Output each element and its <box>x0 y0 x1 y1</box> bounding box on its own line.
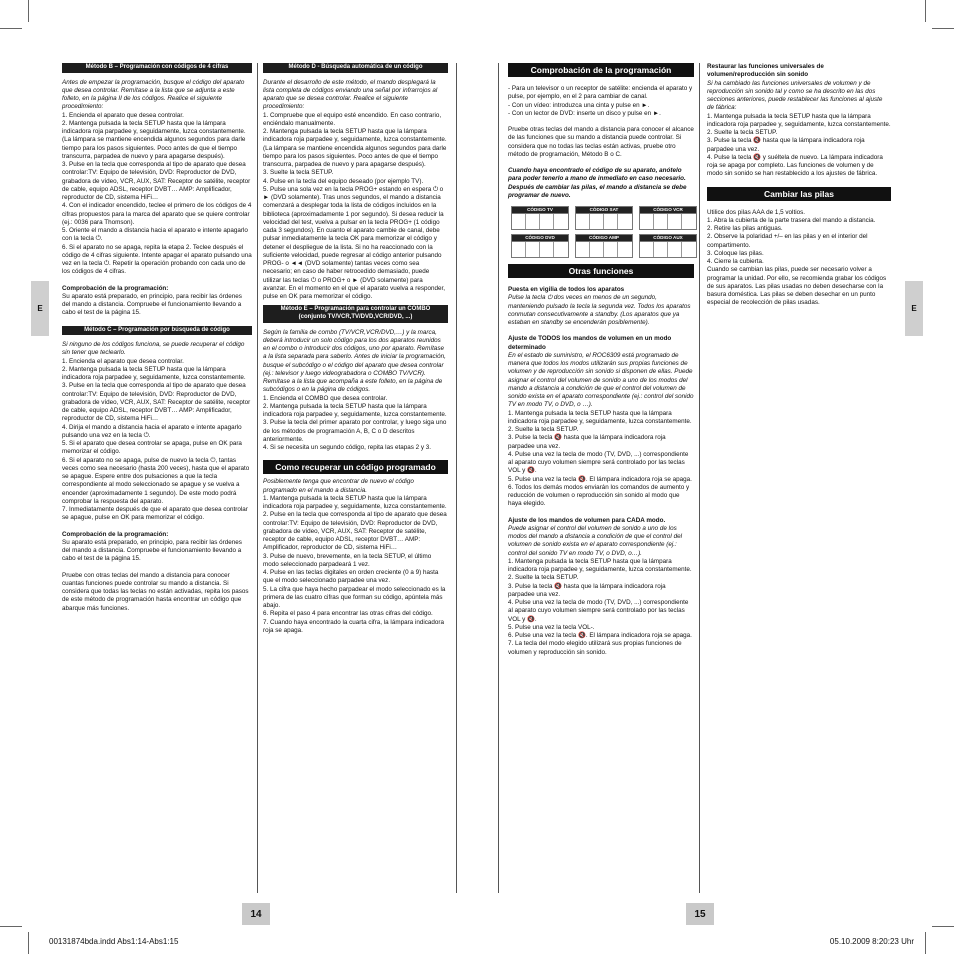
step: 5. Pulse una sola vez en la tecla PROG+ estando en espera ⏻ o ► (DVD solamente). Tras unos segundos, el mando a distancia comenzará a desplegar toda la lista de códigos incluidos en la biblioteca (aproximadamente 1 por segundo). Si desea reducir la velocidad del test, vuelva a pulsar en la tecla PROG+ (1 código cada 3 segundos). En cuanto el aparato cambie de canal, debe pulsar inmediatamente la tecla OK para memorizar el código y detener el despliegue de la lista. Si no ha reaccionado con la suficiente velocidad, puede regresar al código anterior pulsando PROG- o ◄◄ (DVD solamente) tantas veces como sea necesario; en caso de haber retrocedido demasiado, puede utilizar las teclas ⏻ o PROG+ o ► (DVD solamente) para avanzar. En el momento en el que el aparato vuelva a responder, pulse en OK para memorizar el código. <box>263 185 446 301</box>
warning-text: Cuando haya encontrado el código de su aparato, anótelo para poder tenerlo a mano de inmediato en caso necesario. Después de cambiar las pilas, el mando a distancia se debe programar de nuevo. <box>508 167 687 199</box>
list-item: - Con un vídeo: introduzca una cinta y pulse en ►. <box>508 101 650 109</box>
paragraph: Antes de empezar la programación, busque el código del aparato que desea controlar. Remítase a la lista que se adjunta a este folleto, en la página II de los códigos. Realice el siguiente procedimiento: <box>62 78 245 111</box>
section-heading-otras-funciones: Otras funciones <box>508 264 694 278</box>
paragraph: Si ha cambiado las funciones universales de volumen y de reproducción sin sonido tal y como se ha descrito en las dos secciones anteriores, puede restablecer las funciones al ajuste de fábrica: <box>707 79 883 112</box>
crop-mark <box>0 28 22 29</box>
paragraph: Puede asignar el control del volumen de sonido a uno de los modos del mando a distancia a condición de que el control del volumen de sonido exista en el aparato correspondiente (ej.: control del sonido TV en modo TV, o DVD, o…). <box>508 524 682 557</box>
language-tab-right <box>905 281 923 336</box>
page-number-left <box>242 903 270 925</box>
step: 6. Si el aparato no se apaga, pulse de nuevo la tecla ⏻, tantas veces como sea necesario (hasta 200 veces), hasta que el aparato se apague. Espere entre dos pulsaciones a que la tecla correspondiente al modo seleccionado se apague y se vuelva a encender (aproximadamente 1 segundo). De este modo podrá comprobar la respuesta del aparato. <box>62 456 250 505</box>
list-item: - Con un lector de DVD: inserte un disco y pulse en ►. <box>508 109 661 117</box>
section-heading-metodo-c: Método C – Programación por búsqueda de código <box>62 326 252 336</box>
subheading: Ajuste de TODOS los mandos de volumen en un modo determinado <box>508 335 672 351</box>
step: 2. Retire las pilas antiguas. <box>707 225 783 232</box>
step: 5. La cifra que haya hecho parpadear el modo seleccionado es la primera de las cuatro cifras que forman su código, apúntela más abajo. <box>263 585 446 610</box>
step: 2. Pulse en la tecla que corresponda al tipo de aparato que desea controlar:TV: Equipo de televisión, DVD: Reproductor de DVD, grabadora de vídeo, VCR, AUX, SAT: Receptor de satélite, receptor de cable, equipo ADSL, receptor DVBT… AMP: Amplificador, reproductor de CD, sistema HiFi… <box>263 511 447 552</box>
subheading: Comprobación de la programación: <box>62 284 169 292</box>
tab-label: E <box>37 304 43 313</box>
paragraph: Cuando se cambian las pilas, puede ser necesario volver a programar la unidad. Por ello, se recomienda grabar los códigos de sus aparatos. Las pilas usadas no deben desecharse con la basura doméstica. Las pilas se deben desechar en un punto especial de recolección de pilas usadas. <box>707 266 887 307</box>
code-box-label: CÓDIGO TV <box>512 207 568 213</box>
step: 2. Mantenga pulsada la tecla SETUP hasta que la lámpara indicadora roja parpadee y, seguidamente, luzca constantemente. <box>62 365 246 382</box>
paragraph: Posiblemente tenga que encontrar de nuevo el código programado en el mando a distancia. <box>263 478 414 494</box>
step: 2. Suelte la tecla SETUP. <box>508 426 579 433</box>
step: 2. Mantenga pulsada la tecla SETUP hasta que la lámpara indicadora roja parpadee y, seguidamente, luzca constantemente. (La lámpara se mantiene encendida algunos segundos para darle tiempo para los pasos siguientes. Poco antes de que el tiempo transcurra, parpadea de nuevo y para apagarse después). <box>62 119 246 160</box>
code-box-vcr <box>639 206 697 230</box>
paragraph: Su aparato está preparado, en principio, para recibir las órdenes del mando a distancia. Compruebe el funcionamiento llevando a cabo el test de la página 15. <box>62 292 242 317</box>
paragraph: Su aparato está preparado, en principio, para recibir las órdenes del mando a distancia. Compruebe el funcionamiento llevando a cabo el test de la página 15. <box>62 538 242 563</box>
subheading: Ajuste de los mandos de volumen para CADA modo. <box>508 516 666 524</box>
step: 5. Pulse una vez la tecla 🔇. El lámpara indicadora roja se apaga. <box>508 475 692 483</box>
step: 5. Si el aparato que desea controlar se apaga, pulse en OK para memorizar el código. <box>62 440 242 456</box>
paragraph: Pulse la tecla ⏻ dos veces en menos de un segundo, manteniendo pulsado la tecla la segunda vez. Todos los aparatos conmutan consecutivamente a standby. (Los aparatos que ya estaban en standby se encenderán posiblemente). <box>508 294 691 326</box>
paragraph: En el estado de suministro, el ROC6309 está programado de manera que todos los modos utilizarán sus propias funciones de volumen y de reproducción sin sonido si disponen de ellas. Puede asignar el control del volumen de sonido a uno de los modos del mando a distancia a condición de que el control del volumen de sonido exista en el aparato correspondiente (ej.: control del sonido TV en modo TV, o DVD, o …). <box>508 351 694 409</box>
section-heading-metodo-b: Método B – Programación con códigos de 4 cifras <box>62 63 252 73</box>
section-heading-comprobacion: Comprobación de la programación <box>508 63 694 77</box>
code-box-amp <box>575 234 633 258</box>
step: 7. La tecla del modo elegido utilizará sus propias funciones de volumen y reproducción sin sonido. <box>508 640 682 656</box>
tab-label: E <box>911 304 917 313</box>
step: 5. Oriente el mando a distancia hacia el aparato e intente apagarlo con la tecla ⏻. <box>62 227 248 243</box>
step: 6. Pulse una vez la tecla 🔇. El lámpara indicadora roja se apaga. <box>508 632 692 639</box>
step: 1. Encienda el aparato que desea controlar. <box>62 111 184 119</box>
paragraph: Pruebe otras teclas del mando a distancia para conocer el alcance de las funciones que su mando a distancia puede controlar. Si considera que no todas las teclas están activas, pruebe otro método de programación, Método B o C. <box>508 126 694 158</box>
column-1 <box>62 63 252 613</box>
page-number-text: 14 <box>250 908 262 920</box>
section-heading-recuperar: Como recuperar un código programado <box>263 460 448 474</box>
step: 3. Pulse en la tecla que corresponda al tipo de aparato que desea controlar:TV: Equipo de televisión, DVD: Reproductor de DVD, grabadora de vídeo, VCR, AUX, SAT: Receptor de satélite, receptor de cable, equipo ADSL, receptor DVBT… AMP: Amplificador, reproductor de CD, sistema HiFi… <box>62 161 251 202</box>
page-number-text: 15 <box>694 908 706 920</box>
section-heading-metodo-e: Método E – Programación para controlar un COMBO (conjunto TV/VCR,TV/DVD,VCR/DVD, ...) <box>263 305 448 322</box>
footer-date: 05.10.2009 8:20:23 Uhr <box>829 937 914 946</box>
crop-mark <box>28 932 29 954</box>
code-boxes <box>511 206 694 258</box>
step: 3. Pulse en la tecla que corresponda al tipo de aparato que desea controlar:TV: Equipo de televisión, DVD: Reproductor de DVD, grabadora de vídeo, VCR, AUX, SAT: Receptor de satélite, receptor de cable, equipo ADSL, receptor DVBT… AMP: Amplificador, reproductor de CD, sistema HiFi… <box>62 382 251 423</box>
code-box-tv <box>511 206 569 230</box>
step: 1. Mantenga pulsada la tecla SETUP hasta que la lámpara indicadora roja parpadee y, seguidamente, luzca constantemente. <box>263 494 447 511</box>
step: 2. Suelte la tecla SETUP. <box>707 129 778 136</box>
column-2 <box>263 63 448 635</box>
step: 4. Si se necesita un segundo código, repita las etapas 2 y 3. <box>263 444 432 452</box>
code-box-label: CÓDIGO AUX <box>640 235 696 241</box>
step: 3. Coloque las pilas. <box>707 249 764 257</box>
step: 1. Mantenga pulsada la tecla SETUP hasta que la lámpara indicadora roja parpadee y, seguidamente, luzca constantemente. <box>707 112 891 128</box>
step: 2. Mantenga pulsada la tecla SETUP hasta que la lámpara indicadora roja parpadee y, seguidamente, luzca constantemente. (La lámpara se mantiene encendida algunos segundos para darle tiempo para los pasos siguientes. Poco antes de que el tiempo transcurra, parpadea de nuevo y para apagarse después). <box>263 128 447 169</box>
paragraph: Utilice dos pilas AAA de 1,5 voltios. <box>707 208 806 216</box>
subheading: Puesta en vigilia de todos los aparatos <box>508 286 625 293</box>
step: 3. Pulse la tecla 🔇 hasta que la lámpara indicadora roja parpadee una vez. <box>508 582 666 598</box>
step: 2. Mantenga pulsada la tecla SETUP hasta que la lámpara indicadora roja parpadee y, seguidamente, luzca constantemente. <box>263 402 447 419</box>
column-divider <box>456 63 457 893</box>
paragraph: Si ninguno de los códigos funciona, se puede recuperar el código sin tener que teclearlo. <box>62 341 245 357</box>
step: 4. Pulse en las teclas digitales en orden creciente (0 a 9) hasta que el modo seleccionado parpadee una vez. <box>263 569 439 585</box>
step: 1. Mantenga pulsada la tecla SETUP hasta que la lámpara indicadora roja parpadee y, seguidamente, luzca constantemente. <box>508 409 692 425</box>
step: 4. Pulse una vez la tecla de modo (TV, DVD, ...) correspondiente al aparato cuyo volumen siempre será controlado por las teclas VOL y 🔇. <box>508 450 689 475</box>
column-divider <box>257 63 258 893</box>
step: 4. Pulse en la tecla del equipo deseado (por ejemplo TV). <box>263 177 424 185</box>
crop-mark <box>0 926 22 927</box>
page-number-right <box>686 903 714 925</box>
step: 3. Pulse de nuevo, brevemente, en la tecla SETUP, el último modo seleccionado parpadeará 1 vez. <box>263 552 432 568</box>
footer-file: 00131874bda.indd Abs1:14-Abs1:15 <box>49 937 179 946</box>
code-box-label: CÓDIGO DVD <box>512 235 568 241</box>
crop-mark <box>925 0 926 22</box>
paragraph: Según la familia de combo (TV/VCR,VCR/DVD,…) y la marca, deberá introducir un solo código para los dos aparatos reunidos en el combo o introducir dos códigos, uno por aparato. Remítase a la lista separada para saberlo. Antes de iniciar la programación, busque el subcódigo o el código del aparato que desea controlar (ej.: televisor y luego videograbadora o COMBO TV/VCR). Remítase a la lista que acompaña a este folleto, en la página de subcódigos o en la página de códigos. <box>263 328 446 394</box>
crop-mark <box>925 932 926 954</box>
step: 2. Suelte la tecla SETUP. <box>508 574 579 582</box>
column-4 <box>707 63 891 308</box>
step: 7. Inmediatamente después de que el aparato que desea controlar se apague, pulse en OK para memorizar el código. <box>62 506 248 522</box>
step: 4. Pulse la tecla 🔇 y suéltela de nuevo. La lámpara indicadora roja se apaga por completo. Las funciones de volumen y de modo sin sonido se han restablecido a los ajustes de fábrica. <box>707 153 883 178</box>
step: 4. Cierre la cubierta. <box>707 258 764 265</box>
code-box-label: CÓDIGO AMP <box>576 235 632 241</box>
step: 5. Pulse una vez la tecla VOL-. <box>508 623 595 631</box>
step: 6. Repita el paso 4 para encontrar las otras cifras del código. <box>263 610 433 618</box>
list-item: - Para un televisor o un receptor de satélite: encienda el aparato y pulse, por ejemplo, en el 2 para cambiar de canal. <box>508 85 693 101</box>
step: 6. Todos los demás modos enviarán los comandos de aumento y reducción de volumen o reproducción sin sonido al modo que haya elegido. <box>508 483 690 508</box>
crop-mark <box>28 0 29 22</box>
step: 2. Observe la polaridad +/– en las pilas y en el interior del compartimento. <box>707 233 868 249</box>
code-box-dvd <box>511 234 569 258</box>
code-box-aux <box>639 234 697 258</box>
step: 1. Compruebe que el equipo esté encendido. En caso contrario, enciéndalo manualmente. <box>263 111 442 127</box>
crop-mark <box>932 926 954 927</box>
column-3 <box>508 63 694 657</box>
subheading: Comprobación de la programación: <box>62 530 169 538</box>
crop-mark <box>932 28 954 29</box>
step: 1. Encienda el aparato que desea controlar. <box>62 357 184 365</box>
step: 1. Encienda el COMBO que desea controlar. <box>263 394 388 402</box>
section-heading-cambiar-pilas: Cambiar las pilas <box>707 187 891 201</box>
code-box-sat <box>575 206 633 230</box>
step: 3. Pulse la tecla del primer aparato por controlar, y luego siga uno de los métodos de programación A, B, C o D descritos anteriormente. <box>263 419 447 443</box>
language-tab-left <box>31 281 49 336</box>
step: 1. Mantenga pulsada la tecla SETUP hasta que la lámpara indicadora roja parpadee y, seguidamente, luzca constantemente. <box>508 557 692 573</box>
step: 4. Pulse una vez la tecla de modo (TV, DVD, ...) correspondiente al aparato cuyo volumen siempre será controlado por las teclas VOL y 🔇. <box>508 599 689 623</box>
paragraph: Pruebe con otras teclas del mando a distancia para conocer cuantas funciones puede controlar su mando a distancia. Si considera que todas las teclas no están activadas, repita los pasos de este método de programación hasta encontrar un código que abarque más funciones. <box>62 571 249 612</box>
step: 4. Con el indicador encendido, teclee el primero de los códigos de 4 cifras propuestos para la marca del aparato que se quiere controlar (ej.: 0036 para Thomson). <box>62 202 252 226</box>
column-divider <box>699 63 700 893</box>
code-box-label: CÓDIGO VCR <box>640 207 696 213</box>
subheading: Restaurar las funciones universales de volumen/reproducción sin sonido <box>707 63 824 79</box>
step: 3. Pulse la tecla 🔇 hasta que la lámpara indicadora roja parpadee una vez. <box>707 137 865 153</box>
paragraph: Durante el desarrollo de este método, el mando desplegará la lista completa de códigos enviando una señal por infrarrojos al aparato que se desea controlar. Realice el siguiente procedimiento: <box>263 78 438 111</box>
step: 6. Si el aparato no se apaga, repita la etapa 2. Teclee después el código de 4 cifras siguiente. Intente apagar el aparato pulsando una vez en la tecla ⏻. Repetir la operación probando con cada uno de los códigos de 4 cifras. <box>62 243 252 276</box>
step: 3. Pulse la tecla 🔇 hasta que la lámpara indicadora roja parpadee una vez. <box>508 434 666 450</box>
section-heading-metodo-d: Método D - Búsqueda automática de un código <box>263 63 448 73</box>
step: 4. Dirija el mando a distancia hacia el aparato e intente apagarlo pulsando una vez en la tecla ⏻. <box>62 423 242 439</box>
step: 3. Suelte la tecla SETUP. <box>263 169 334 177</box>
code-box-label: CÓDIGO SAT <box>576 207 632 213</box>
step: 1. Abra la cubierta de la parte trasera del mando a distancia. <box>707 216 876 224</box>
column-divider <box>498 63 499 893</box>
step: 7. Cuando haya encontrado la cuarta cifra, la lámpara indicadora roja se apaga. <box>263 618 444 634</box>
